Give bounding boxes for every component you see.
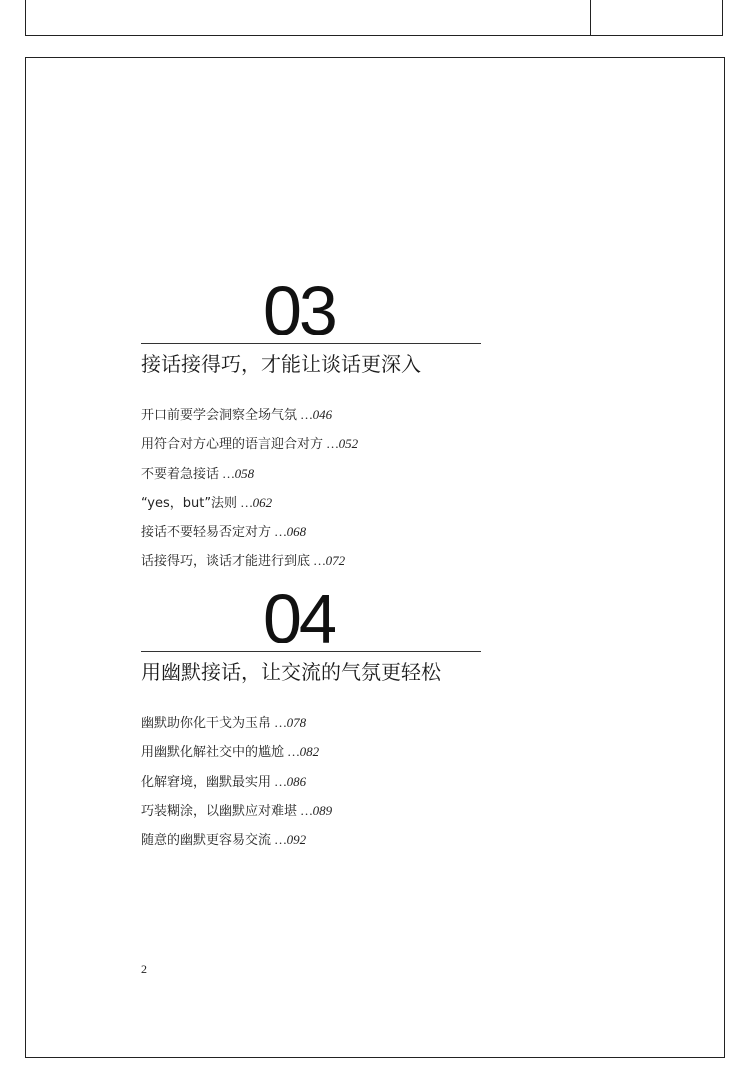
chapter-number: 04 <box>263 587 335 643</box>
toc-page-number: …089 <box>301 802 333 818</box>
top-frame-divider <box>590 0 591 35</box>
toc-page-number: …068 <box>275 524 307 540</box>
toc-item[interactable] <box>141 401 481 430</box>
toc-item-text: 不要着急接话 <box>141 466 220 482</box>
chapter-header <box>141 587 481 652</box>
toc-item-text: 用符合对方心理的语言迎合对方 <box>141 437 324 453</box>
toc-item[interactable] <box>141 518 481 547</box>
chapter-rule <box>141 343 481 344</box>
toc-item[interactable] <box>141 430 481 459</box>
chapter-04 <box>141 587 481 855</box>
toc-page-number: …046 <box>301 407 333 422</box>
chapter-header <box>141 279 481 344</box>
toc-item[interactable] <box>141 768 481 797</box>
toc-item-text: 用幽默化解社交中的尴尬 <box>141 745 285 761</box>
top-frame <box>25 0 723 36</box>
toc-item-text: 幽默助你化干戈为玉帛 <box>141 716 272 731</box>
toc-item[interactable] <box>141 797 481 826</box>
toc-page-number: …062 <box>241 494 273 510</box>
toc-item-text: 话接得巧，谈话才能进行到底 <box>141 554 311 570</box>
toc-item[interactable] <box>141 489 481 518</box>
toc-item-text: 巧装糊涂，以幽默应对难堪 <box>141 803 298 819</box>
toc-item-text: 化解窘境，幽默最实用 <box>141 774 272 790</box>
toc-page-number: …058 <box>223 465 255 481</box>
chapter-rule <box>141 651 481 652</box>
toc-page-number: …078 <box>275 715 307 730</box>
toc-item[interactable] <box>141 738 481 767</box>
toc-item-text: “yes，but”法则 <box>141 495 238 511</box>
chapter-title: 接话接得巧，才能让谈话更深入 <box>141 352 421 376</box>
toc-page-number: …086 <box>275 773 307 789</box>
toc-item-text: 接话不要轻易否定对方 <box>141 525 272 541</box>
toc-item[interactable] <box>141 709 481 738</box>
chapter-number: 03 <box>263 279 335 335</box>
toc-item-text: 开口前要学会洞察全场气氛 <box>141 408 298 423</box>
page-number: 2 <box>141 962 147 976</box>
toc-page-number: …052 <box>327 436 359 452</box>
chapter-title: 用幽默接话，让交流的气氛更轻松 <box>141 660 441 684</box>
toc-item[interactable] <box>141 460 481 489</box>
toc-item-text: 随意的幽默更容易交流 <box>141 833 272 849</box>
toc-list <box>141 401 481 577</box>
toc-page-number: …072 <box>314 553 346 569</box>
toc-list <box>141 709 481 855</box>
toc-page-number: …082 <box>288 744 320 760</box>
chapter-03 <box>141 279 481 577</box>
toc-page-number: …092 <box>275 832 307 848</box>
toc-item[interactable] <box>141 547 481 576</box>
toc-item[interactable] <box>141 826 481 855</box>
